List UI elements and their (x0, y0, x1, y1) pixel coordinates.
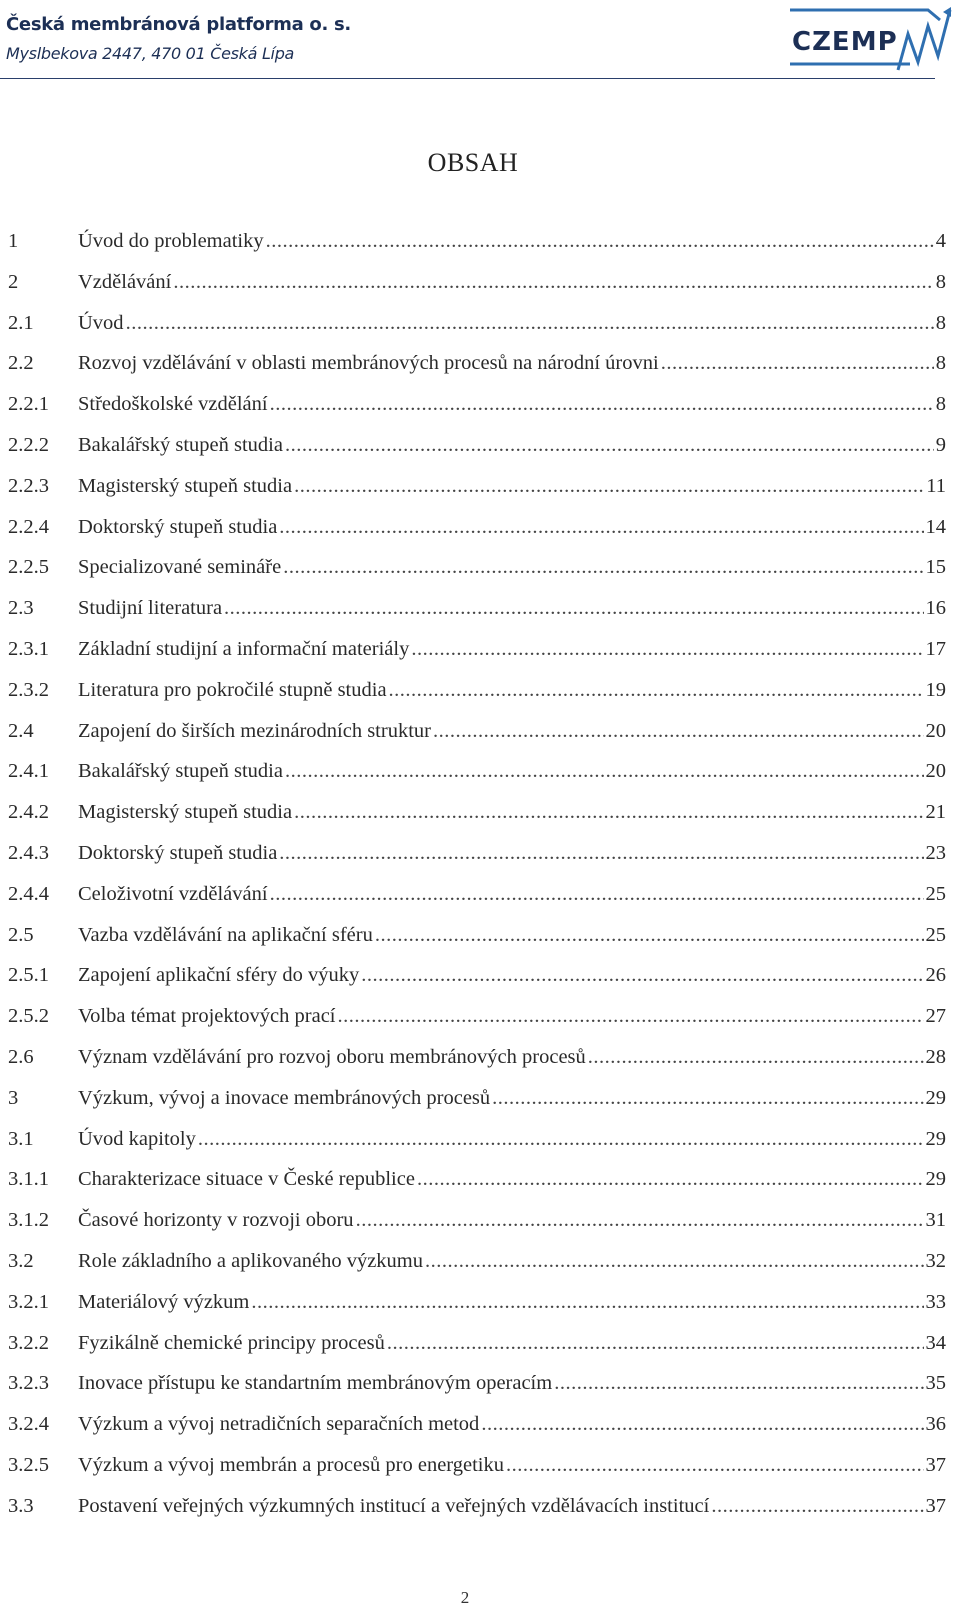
toc-entry-label: Úvod (78, 311, 124, 334)
toc-entry-label: Vzdělávání (78, 270, 172, 293)
toc-dot-leader (492, 1087, 923, 1110)
toc-entry-number: 3.1 (8, 1127, 34, 1150)
toc-dot-leader (411, 638, 923, 661)
toc-entry[interactable] (0, 1168, 946, 1209)
toc-entry[interactable] (0, 271, 946, 312)
toc-entry-page: 19 (925, 678, 946, 701)
toc-dot-leader (294, 801, 923, 824)
toc-entry-page: 31 (925, 1209, 946, 1232)
toc-dot-leader (173, 271, 933, 294)
toc-entry[interactable] (0, 1332, 946, 1373)
toc-dot-leader (224, 597, 923, 620)
logo-text: CZEMP (792, 27, 898, 57)
toc-entry-label: Středoškolské vzdělání (78, 393, 268, 416)
toc-entry-label: Vazba vzdělávání na aplikační sféru (78, 923, 373, 946)
toc-entry-page: 32 (925, 1249, 946, 1272)
toc-dot-leader (285, 760, 924, 783)
toc-dot-leader (270, 883, 924, 906)
toc-entry[interactable] (0, 393, 946, 434)
toc-entry[interactable] (0, 1087, 946, 1128)
toc-entry[interactable] (0, 760, 946, 801)
toc-entry[interactable] (0, 883, 946, 924)
toc-entry-number: 2 (8, 270, 19, 293)
toc-entry[interactable] (0, 1413, 946, 1454)
toc-entry[interactable] (0, 679, 946, 720)
toc-entry-number: 2.2 (8, 352, 34, 375)
organization-address: Myslbekova 2447, 470 01 Česká Lípa (6, 44, 295, 63)
toc-dot-leader (417, 1168, 924, 1191)
toc-entry[interactable] (0, 597, 946, 638)
toc-dot-leader (279, 842, 923, 865)
toc-entry-label: Celoživotní vzdělávání (78, 882, 268, 905)
toc-entry-label: Úvod kapitoly (78, 1127, 196, 1150)
toc-entry-page: 8 (935, 311, 946, 334)
toc-dot-leader (554, 1372, 923, 1395)
toc-entry-label: Specializované semináře (78, 556, 282, 579)
toc-entry-page: 37 (925, 1453, 946, 1476)
logo-zigzag (898, 10, 950, 70)
toc-entry-page: 14 (925, 515, 946, 538)
toc-entry-label: Magisterský stupeň studia (78, 801, 293, 824)
toc-entry-page: 8 (935, 270, 946, 293)
toc-dot-leader (266, 230, 934, 253)
toc-entry[interactable] (0, 1005, 946, 1046)
toc-entry[interactable] (0, 1250, 946, 1291)
toc-entry-page: 28 (925, 1045, 946, 1068)
toc-entry-label: Bakalářský stupeň studia (78, 760, 283, 783)
organization-name: Česká membránová platforma o. s. (6, 14, 351, 35)
toc-entry[interactable] (0, 516, 946, 557)
toc-entry-page: 20 (925, 719, 946, 742)
toc-entry-label: Role základního a aplikovaného výzkumu (78, 1249, 423, 1272)
toc-entry-number: 2.1 (8, 311, 34, 334)
toc-dot-leader (270, 393, 934, 416)
toc-dot-leader (283, 556, 923, 579)
toc-entry[interactable] (0, 1495, 946, 1536)
toc-entry-label: Doktorský stupeň studia (78, 515, 278, 538)
toc-entry-number: 2.4 (8, 719, 34, 742)
toc-entry[interactable] (0, 230, 946, 271)
toc-entry-label: Fyzikálně chemické principy procesů (78, 1331, 385, 1354)
toc-entry-page: 11 (926, 474, 946, 497)
toc-entry-number: 3.2.4 (8, 1413, 49, 1436)
czemp-logo (780, 4, 955, 84)
toc-entry-label: Výzkum a vývoj membrán a procesů pro energetiku (78, 1453, 505, 1476)
toc-entry-number: 2.2.5 (8, 556, 49, 579)
toc-entry[interactable] (0, 1128, 946, 1169)
toc-entry-label: Zapojení aplikační sféry do výuky (78, 964, 360, 987)
toc-entry-label: Postavení veřejných výzkumných institucí a veřejných vzdělávacích institucí (78, 1494, 710, 1517)
toc-entry-page: 25 (925, 882, 946, 905)
toc-entry-number: 2.2.4 (8, 515, 49, 538)
toc-entry-page: 29 (925, 1168, 946, 1191)
toc-entry-page: 34 (925, 1331, 946, 1354)
toc-dot-leader (279, 516, 923, 539)
toc-entry-page: 8 (935, 352, 946, 375)
toc-dot-leader (198, 1128, 924, 1151)
toc-entry-number: 2.2.1 (8, 393, 49, 416)
toc-entry-number: 2.6 (8, 1045, 34, 1068)
toc-entry-number: 2.4.4 (8, 882, 49, 905)
toc-entry-page: 4 (935, 230, 946, 252)
toc-entry-page: 27 (925, 1005, 946, 1028)
toc-entry-label: Bakalářský stupeň studia (78, 433, 283, 456)
toc-entry-number: 2.4.2 (8, 801, 49, 824)
toc-dot-leader (661, 352, 934, 375)
toc-entry-page: 29 (925, 1127, 946, 1150)
toc-dot-leader (375, 924, 924, 947)
toc-entry-number: 2.3.2 (8, 678, 49, 701)
toc-entry-number: 3.2.5 (8, 1453, 49, 1476)
toc-entry-number: 3.2.2 (8, 1331, 49, 1354)
toc-entry-label: Doktorský stupeň studia (78, 841, 278, 864)
toc-dot-leader (481, 1413, 923, 1436)
toc-entry-number: 2.3 (8, 597, 34, 620)
table-of-contents (0, 230, 946, 1536)
page-number: 2 (460, 1588, 470, 1607)
toc-entry-page: 29 (925, 1086, 946, 1109)
toc-entry[interactable] (0, 720, 946, 761)
toc-entry-page: 33 (925, 1290, 946, 1313)
toc-entry-page: 25 (925, 923, 946, 946)
toc-entry[interactable] (0, 1454, 946, 1495)
toc-entry-number: 3.2 (8, 1249, 34, 1272)
toc-entry[interactable] (0, 1291, 946, 1332)
toc-entry[interactable] (0, 638, 946, 679)
toc-entry-number: 3.1.2 (8, 1209, 49, 1232)
toc-entry-number: 3 (8, 1086, 19, 1109)
toc-entry-number: 3.2.3 (8, 1372, 49, 1395)
toc-entry[interactable] (0, 924, 946, 965)
toc-dot-leader (425, 1250, 924, 1273)
toc-entry-number: 3.2.1 (8, 1290, 49, 1313)
toc-dot-leader (285, 434, 934, 457)
toc-dot-leader (588, 1046, 924, 1069)
toc-entry-page: 9 (935, 433, 946, 456)
toc-title: OBSAH (427, 148, 519, 177)
toc-dot-leader (361, 964, 923, 987)
toc-entry[interactable] (0, 801, 946, 842)
toc-entry[interactable] (0, 352, 946, 393)
toc-entry-label: Význam vzdělávání pro rozvoj oboru membránových procesů (78, 1045, 586, 1068)
toc-entry-label: Základní studijní a informační materiály (78, 637, 410, 660)
toc-entry-label: Inovace přístupu ke standartním membránovým operacím (78, 1372, 553, 1395)
toc-entry-page: 36 (925, 1413, 946, 1436)
toc-entry-number: 2.2.3 (8, 474, 49, 497)
toc-entry-page: 21 (925, 801, 946, 824)
toc-entry-label: Rozvoj vzdělávání v oblasti membránových procesů na národní úrovni (78, 352, 659, 375)
toc-entry-page: 37 (925, 1494, 946, 1517)
toc-entry-label: Magisterský stupeň studia (78, 474, 293, 497)
toc-entry-label: Literatura pro pokročilé stupně studia (78, 678, 387, 701)
toc-entry-page: 17 (925, 637, 946, 660)
toc-entry[interactable] (0, 475, 946, 516)
toc-entry-page: 15 (925, 556, 946, 579)
toc-entry[interactable] (0, 312, 946, 353)
toc-dot-leader (506, 1454, 923, 1477)
toc-entry-label: Výzkum a vývoj netradičních separačních metod (78, 1413, 480, 1436)
toc-dot-leader (389, 679, 924, 702)
toc-entry-page: 8 (935, 393, 946, 416)
toc-entry-number: 2.5 (8, 923, 34, 946)
logo-arrow-head (943, 7, 951, 17)
toc-entry[interactable] (0, 434, 946, 475)
toc-entry-number: 2.5.2 (8, 1005, 49, 1028)
toc-entry[interactable] (0, 1372, 946, 1413)
toc-dot-leader (711, 1495, 923, 1518)
toc-entry-number: 3.1.1 (8, 1168, 49, 1191)
toc-entry-number: 2.4.3 (8, 841, 49, 864)
toc-dot-leader (387, 1332, 924, 1355)
toc-dot-leader (338, 1005, 924, 1028)
toc-entry-label: Časové horizonty v rozvoji oboru (78, 1209, 354, 1232)
logo-swoosh-top (790, 10, 940, 20)
toc-entry-page: 16 (925, 597, 946, 620)
toc-entry-page: 20 (925, 760, 946, 783)
toc-dot-leader (433, 720, 924, 743)
toc-entry-label: Studijní literatura (78, 597, 223, 620)
toc-entry-label: Zapojení do širších mezinárodních struktur (78, 719, 431, 742)
toc-entry-label: Výzkum, vývoj a inovace membránových procesů (78, 1086, 491, 1109)
toc-entry-label: Charakterizace situace v České republice (78, 1168, 415, 1191)
toc-entry-page: 35 (925, 1372, 946, 1395)
toc-entry-number: 1 (8, 230, 19, 252)
toc-entry-number: 2.4.1 (8, 760, 49, 783)
toc-entry-number: 2.2.2 (8, 433, 49, 456)
toc-entry-page: 23 (925, 841, 946, 864)
toc-entry-number: 2.3.1 (8, 637, 49, 660)
toc-entry[interactable] (0, 842, 946, 883)
toc-dot-leader (356, 1209, 924, 1232)
toc-entry-number: 2.5.1 (8, 964, 49, 987)
toc-dot-leader (251, 1291, 923, 1314)
toc-entry-number: 3.3 (8, 1494, 34, 1517)
toc-dot-leader (294, 475, 924, 498)
page-header (0, 0, 960, 82)
toc-entry[interactable] (0, 1046, 946, 1087)
toc-entry-label: Volba témat projektových prací (78, 1005, 336, 1028)
toc-entry-label: Materiálový výzkum (78, 1290, 250, 1313)
toc-entry[interactable] (0, 1209, 946, 1250)
toc-entry[interactable] (0, 556, 946, 597)
toc-dot-leader (126, 312, 934, 335)
toc-entry-label: Úvod do problematiky (78, 230, 264, 252)
toc-entry[interactable] (0, 964, 946, 1005)
toc-entry-page: 26 (925, 964, 946, 987)
